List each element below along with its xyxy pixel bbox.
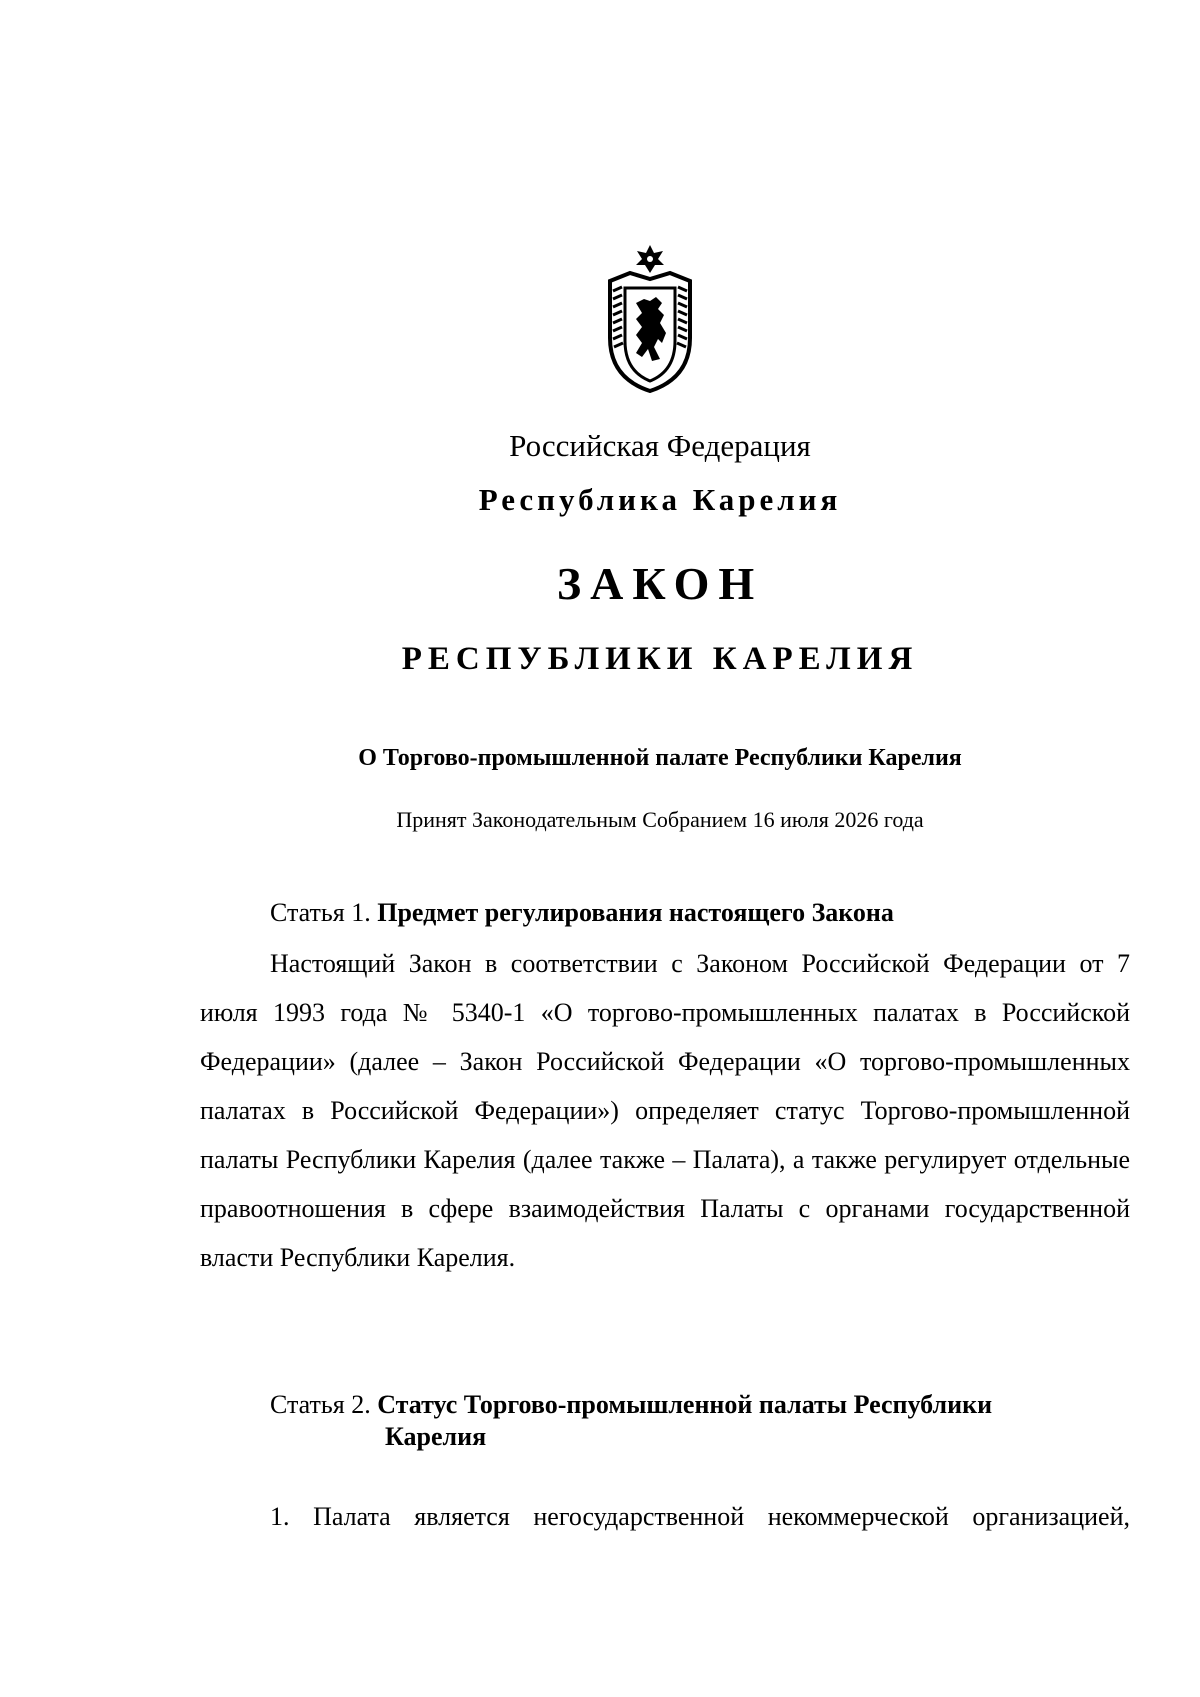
country-name: Российская Федерация: [509, 428, 811, 463]
document-type: ЗАКОН: [556, 558, 764, 609]
article-2-heading: [270, 1389, 992, 1453]
article-2-title-line2: Карелия: [385, 1422, 487, 1451]
article-1-number: Статья 1.: [270, 898, 371, 927]
karelia-coat-of-arms-icon: [600, 243, 700, 393]
article-1-heading: [270, 897, 894, 929]
article-2-number: Статья 2.: [270, 1390, 371, 1419]
law-title: О Торгово-промышленной палате Республики Карелия: [358, 745, 962, 771]
article-2-title-line1: Статус Торгово-промышленной палаты Республики: [377, 1390, 993, 1419]
article-1-text: Настоящий Закон в соответствии с Законом Российской Федерации от 7 июля 1993 года № 5340-1 «О торгово-промышленных палатах в Российской Федерации» (далее – Закон Российской Федерации «О торгово-промышленных палатах в Российской Федерации») определяет статус Торгово-промышленной палаты Республики Карелия (далее также – Палата), а также регулирует отдельные правоотношения в сфере взаимодействия Палаты с органами государственной власти Республики Карелия.: [200, 949, 1130, 1272]
republic-name: Республика Карелия: [478, 482, 842, 517]
document-type-subtitle: РЕСПУБЛИКИ КАРЕЛИЯ: [401, 641, 919, 677]
article-2-text: 1. Палата является негосударственной некоммерческой организацией,: [270, 1502, 1130, 1531]
adoption-date: Принят Законодательным Собранием 16 июля 2026 года: [396, 807, 924, 832]
article-1-title: Предмет регулирования настоящего Закона: [377, 898, 894, 927]
